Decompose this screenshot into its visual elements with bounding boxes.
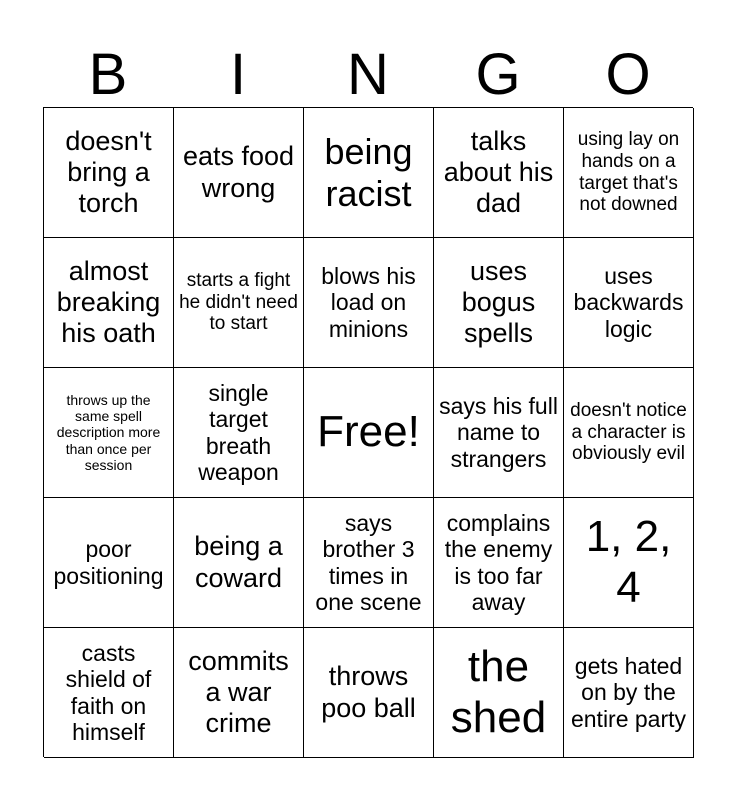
bingo-cell[interactable] bbox=[434, 368, 564, 498]
bingo-cell[interactable] bbox=[434, 108, 564, 238]
bingo-cell[interactable] bbox=[174, 628, 304, 758]
cell-text: single target breath weapon bbox=[198, 379, 279, 485]
bingo-cell[interactable] bbox=[44, 108, 174, 238]
header-letter-b: B bbox=[88, 42, 128, 107]
cell-text: being racist bbox=[324, 131, 413, 214]
bingo-cell[interactable] bbox=[304, 238, 434, 368]
cell-text: says his full name to strangers bbox=[439, 392, 558, 472]
cell-text: doesn't bring a torch bbox=[65, 125, 152, 219]
cell-text: 1, 2, 4 bbox=[585, 511, 672, 612]
cell-text: using lay on hands on a target that's not downed bbox=[577, 128, 680, 216]
bingo-cell[interactable] bbox=[304, 108, 434, 238]
cell-text: throws up the same spell description more than once per session bbox=[56, 392, 161, 473]
bingo-cell[interactable] bbox=[174, 238, 304, 368]
bingo-cell[interactable] bbox=[434, 628, 564, 758]
bingo-cell[interactable] bbox=[304, 628, 434, 758]
bingo-cell[interactable] bbox=[44, 238, 174, 368]
bingo-cell[interactable] bbox=[44, 628, 174, 758]
header-letter-n: N bbox=[347, 42, 389, 107]
bingo-header bbox=[43, 42, 693, 108]
cell-text: throws poo ball bbox=[321, 661, 416, 723]
cell-text: the shed bbox=[450, 641, 547, 742]
cell-text: complains the enemy is too far away bbox=[444, 509, 553, 615]
bingo-cell[interactable] bbox=[564, 238, 694, 368]
bingo-cell[interactable] bbox=[434, 238, 564, 368]
header-letter-g: G bbox=[475, 42, 521, 107]
bingo-cell[interactable] bbox=[434, 498, 564, 628]
cell-text: commits a war crime bbox=[188, 645, 289, 739]
cell-text: almost breaking his oath bbox=[56, 255, 161, 349]
cell-text: uses backwards logic bbox=[573, 262, 684, 342]
bingo-cell[interactable] bbox=[174, 498, 304, 628]
bingo-cell[interactable] bbox=[564, 498, 694, 628]
header-letter-o: O bbox=[605, 42, 651, 107]
bingo-board bbox=[43, 107, 693, 757]
cell-text: gets hated on by the entire party bbox=[570, 652, 687, 732]
cell-text: starts a fight he didn't need to start bbox=[179, 269, 298, 335]
free-space-cell[interactable] bbox=[304, 368, 434, 498]
bingo-cell[interactable] bbox=[174, 108, 304, 238]
bingo-cell[interactable] bbox=[174, 368, 304, 498]
cell-text: talks about his dad bbox=[443, 125, 554, 219]
cell-text: doesn't notice a character is obviously evil bbox=[570, 399, 687, 465]
cell-text: blows his load on minions bbox=[321, 262, 416, 342]
cell-text: uses bogus spells bbox=[461, 255, 536, 349]
cell-text: eats food wrong bbox=[182, 141, 295, 203]
header-letter-i: I bbox=[229, 42, 247, 107]
bingo-cell[interactable] bbox=[564, 628, 694, 758]
free-space-text: Free! bbox=[317, 407, 420, 457]
cell-text: casts shield of faith on himself bbox=[65, 639, 152, 745]
bingo-cell[interactable] bbox=[564, 108, 694, 238]
bingo-cell[interactable] bbox=[564, 368, 694, 498]
bingo-cell[interactable] bbox=[304, 498, 434, 628]
bingo-cell[interactable] bbox=[44, 368, 174, 498]
cell-text: says brother 3 times in one scene bbox=[315, 509, 422, 615]
cell-text: being a coward bbox=[194, 531, 283, 593]
cell-text: poor positioning bbox=[53, 536, 164, 589]
bingo-cell[interactable] bbox=[44, 498, 174, 628]
